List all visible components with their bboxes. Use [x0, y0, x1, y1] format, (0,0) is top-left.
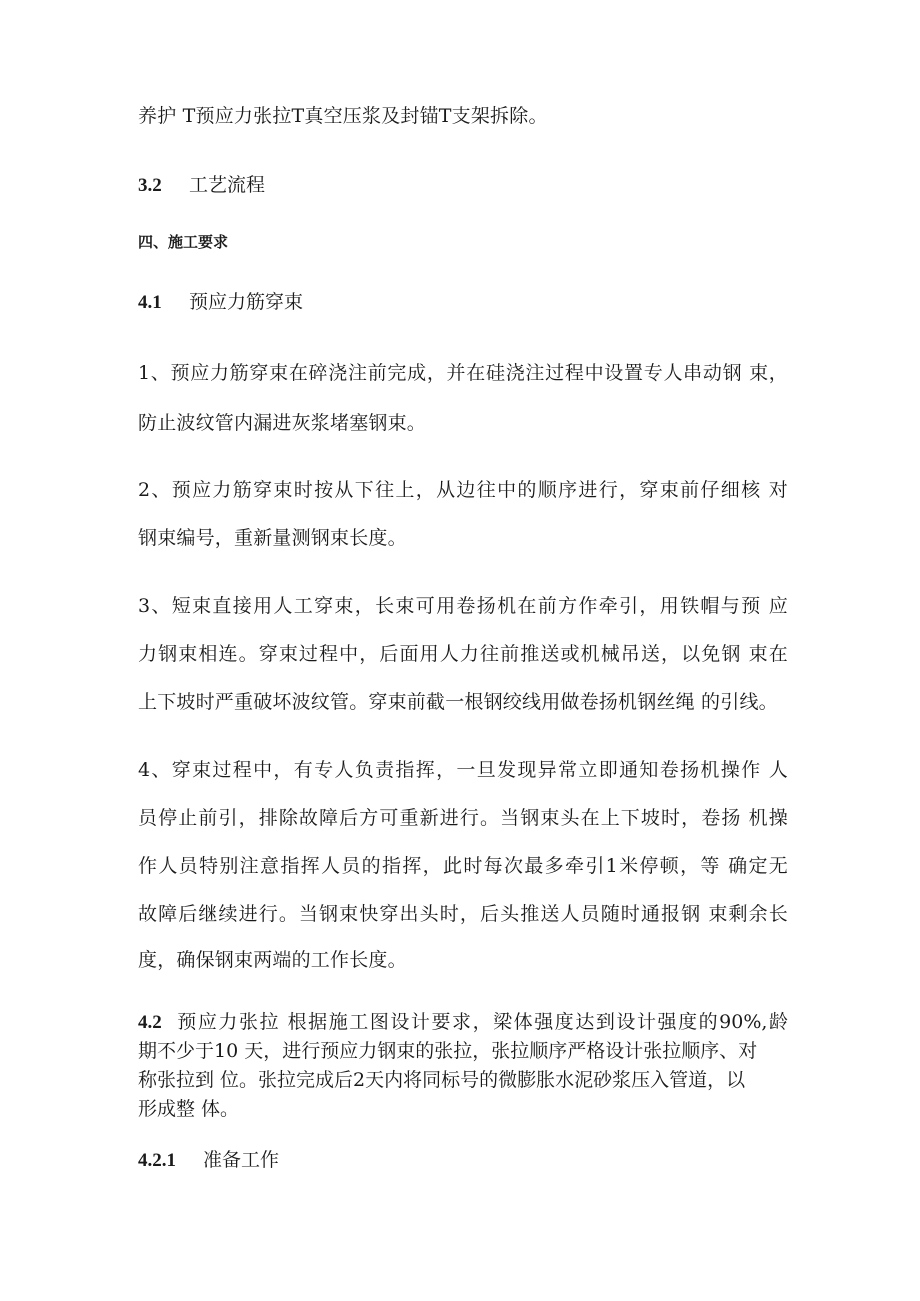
- heading-4-2-1-title: 准备工作: [203, 1149, 280, 1171]
- heading-4-1-title: 预应力筋穿束: [189, 291, 304, 313]
- item-3-line-1: 3、短束直接用人工穿束，长束可用卷扬机在前方作牵引，用铁帽与预 应: [138, 595, 788, 617]
- heading-4-2-line-1: [138, 1008, 788, 1037]
- item-4-line-4: 故障后继续进行。当钢束快穿出头时，后头推送人员随时通报钢 束剩余长: [138, 903, 788, 925]
- heading-4-1-number: 4.1: [138, 292, 162, 313]
- heading-4-1: [138, 290, 788, 315]
- heading-3-2-title: 工艺流程: [189, 174, 266, 196]
- item-4-line-1: 4、穿束过程中，有专人负责指挥，一旦发现异常立即通知卷扬机操作 人: [138, 759, 788, 781]
- item-1-line-1: 1、预应力筋穿束在碎浇注前完成，并在硅浇注过程中设置专人串动钢 束，: [138, 362, 788, 384]
- item-2-line-2: 钢束编号，重新量测钢束长度。: [138, 527, 407, 549]
- heading-4-2-line-2: 期不少于10 天，进行预应力钢束的张拉，张拉顺序严格设计张拉顺序、对: [138, 1040, 758, 1062]
- heading-4-2-1-number: 4.2.1: [138, 1150, 176, 1171]
- heading-4-2-line-3: 称张拉到 位。张拉完成后2天内将同标号的微膨胀水泥砂浆压入管道，以: [138, 1069, 746, 1091]
- item-4-line-2: 员停止前引，排除故障后方可重新进行。当钢束头在上下坡时，卷扬 机操: [138, 807, 788, 829]
- heading-3-2-number: 3.2: [138, 175, 162, 196]
- heading-4-2-1: [138, 1148, 788, 1173]
- item-3-line-3: 上下坡时严重破坏波纹管。穿束前截一根钢绞线用做卷扬机钢丝绳 的引线。: [138, 691, 778, 713]
- heading-4-2-number: 4.2: [138, 1012, 162, 1033]
- heading-4-2-line-1-text: 预应力张拉 根据施工图设计要求，梁体强度达到设计强度的90%,龄: [175, 1011, 788, 1033]
- item-3-line-2: 力钢束相连。穿束过程中，后面用人力往前推送或机械吊送，以免钢 束在: [138, 643, 788, 665]
- section-4-title: 四、施工要求: [138, 233, 229, 251]
- heading-4-2-paragraph: [138, 1008, 788, 1124]
- item-4-line-5: 度，确保钢束两端的工作长度。: [138, 949, 407, 971]
- heading-4-2-line-4: 形成整 体。: [138, 1098, 240, 1120]
- item-2-line-1: 2、预应力筋穿束时按从下往上，从边往中的顺序进行，穿束前仔细核 对: [138, 479, 788, 501]
- item-1-line-2: 防止波纹管内漏进灰浆堵塞钢束。: [138, 412, 427, 434]
- item-4-line-3: 作人员特别注意指挥人员的指挥，此时每次最多牵引1米停顿，等 确定无: [138, 855, 788, 877]
- intro-line: 养护 T预应力张拉T真空压浆及封锚T支架拆除。: [138, 105, 548, 127]
- heading-3-2: [138, 173, 788, 198]
